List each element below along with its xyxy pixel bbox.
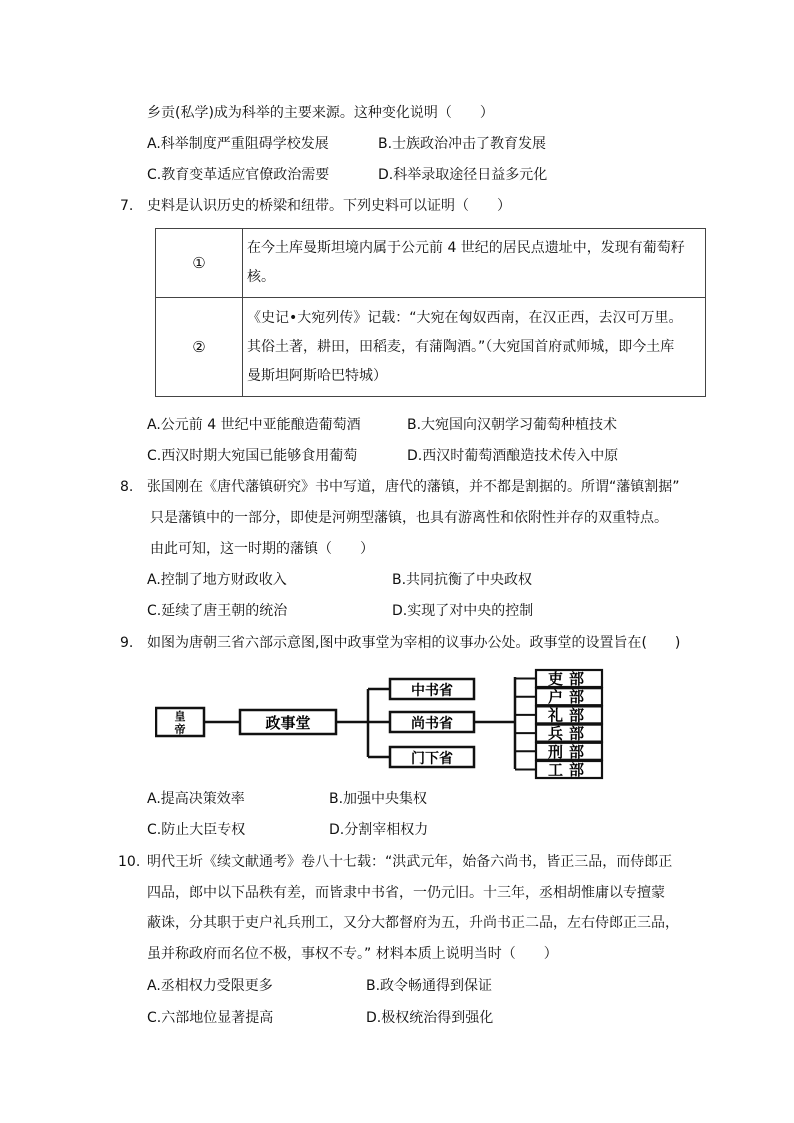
q6-option-b: B.士族政治冲击了教育发展 [378, 136, 547, 152]
q8-option-b: B.共同抗衡了中央政权 [392, 572, 533, 588]
q6-stem-continuation: 乡贡(私学)成为科举的主要来源。这种变化说明（ ） [147, 105, 494, 121]
q6-option-a: A.科举制度严重阻碍学校发展 [147, 136, 329, 152]
three-departments-six-ministries-diagram [155, 668, 615, 780]
ministry-label: 兵部 [547, 724, 591, 743]
q9-option-d: D.分割宰相权力 [329, 822, 429, 838]
province-label-zhongshu: 中书省 [411, 683, 453, 699]
hall-label: 政事堂 [265, 714, 311, 732]
emperor-label-2: 帝 [174, 723, 186, 736]
q7-stem: 史料是认识历史的桥梁和纽带。下列史料可以证明（ ） [147, 198, 511, 214]
q8-option-c: C.延续了唐王朝的统治 [147, 603, 288, 619]
emperor-label-1: 皇 [174, 710, 186, 723]
source-text-2 [243, 298, 706, 397]
q10-option-b: B.政令畅通得到保证 [366, 978, 493, 994]
source-mark-2: ② [156, 298, 243, 397]
province-label-menxia: 门下省 [411, 751, 453, 767]
q6-option-d: D.科举录取途径日益多元化 [378, 167, 548, 183]
q10-stem-line-4: 虽并称政府而名位不极，事权不专。” 材料本质上说明当时（ ） [147, 946, 558, 962]
q8-number: 8. [120, 479, 134, 495]
ministry-label: 刑部 [547, 742, 591, 761]
ministry-label: 户部 [547, 688, 591, 707]
q10-stem-line-2: 四品，郎中以下品秩有差，而皆隶中书省，一仍元旧。十三年，丞相胡惟庸以专擅蒙 [147, 885, 665, 901]
q10-stem-line-3: 蔽诛，分其职于吏户礼兵刑工，又分大都督府为五，升尚书正二品，左右侍郎正三品， [147, 915, 679, 931]
q7-option-d: D.西汉时葡萄酒酿造技术传入中原 [407, 448, 619, 464]
q9-option-b: B.加强中央集权 [329, 791, 428, 807]
source-2-line-3: 曼斯坦阿斯哈巴特城） [247, 367, 387, 384]
q9-option-c: C.防止大臣专权 [147, 822, 246, 838]
table-row [156, 298, 706, 397]
ministry-label: 工部 [547, 761, 591, 779]
q10-option-a: A.丞相权力受限更多 [147, 978, 273, 994]
source-text-1 [243, 229, 706, 298]
q10-stem-line-1: 明代王圻《续文献通考》卷八十七载：“洪武元年，始备六尚书，皆正三品，而侍郎正 [147, 854, 673, 870]
q10-number: 10. [118, 854, 141, 870]
q8-stem-line-1: 张国刚在《唐代藩镇研究》书中写道，唐代的藩镇，并不都是割据的。所谓“藩镇割据” [147, 479, 680, 495]
q8-option-a: A.控制了地方财政收入 [147, 572, 287, 588]
q10-option-d: D.极权统治得到强化 [366, 1010, 494, 1026]
source-mark-1: ① [156, 229, 243, 298]
q7-option-b: B.大宛国向汉朝学习葡萄种植技术 [407, 417, 618, 433]
ministry-label: 吏部 [547, 670, 591, 688]
q7-option-a: A.公元前 4 世纪中亚能酿造葡萄酒 [147, 417, 361, 433]
q8-stem-line-3: 由此可知，这一时期的藩镇（ ） [150, 541, 374, 557]
q7-number: 7. [120, 198, 134, 214]
q9-option-a: A.提高决策效率 [147, 791, 245, 807]
q6-option-c: C.教育变革适应官僚政治需要 [147, 167, 330, 183]
q9-number: 9. [120, 635, 134, 651]
source-1-line-2: 核。 [247, 269, 275, 285]
q7-option-c: C.西汉时期大宛国已能够食用葡萄 [147, 448, 358, 464]
province-label-shangshu: 尚书省 [411, 716, 453, 732]
source-1-line-1: 在今土库曼斯坦境内属于公元前 4 世纪的居民点遗址中，发现有葡萄籽 [247, 240, 685, 256]
table-row [156, 229, 706, 298]
ministry-label: 礼部 [547, 706, 591, 725]
q10-option-c: C.六部地位显著提高 [147, 1010, 274, 1026]
source-2-line-1: 《史记•大宛列传》记载：“大宛在匈奴西南，在汉正西，去汉可万里。 [247, 309, 683, 326]
q9-stem: 如图为唐朝三省六部示意图,图中政事堂为宰相的议事办公处。政事堂的设置旨在( ) [147, 635, 681, 651]
ministries-group [515, 670, 602, 779]
q8-stem-line-2: 只是藩镇中的一部分，即使是河朔型藩镇，也具有游离性和依附性并存的双重特点。 [150, 510, 668, 526]
source-2-line-2: 其俗土著，耕田，田稻麦，有蒲陶酒。”（大宛国首府贰师城，即今土库 [247, 338, 675, 355]
q8-option-d: D.实现了对中央的控制 [392, 603, 534, 619]
q7-source-table [155, 228, 706, 397]
